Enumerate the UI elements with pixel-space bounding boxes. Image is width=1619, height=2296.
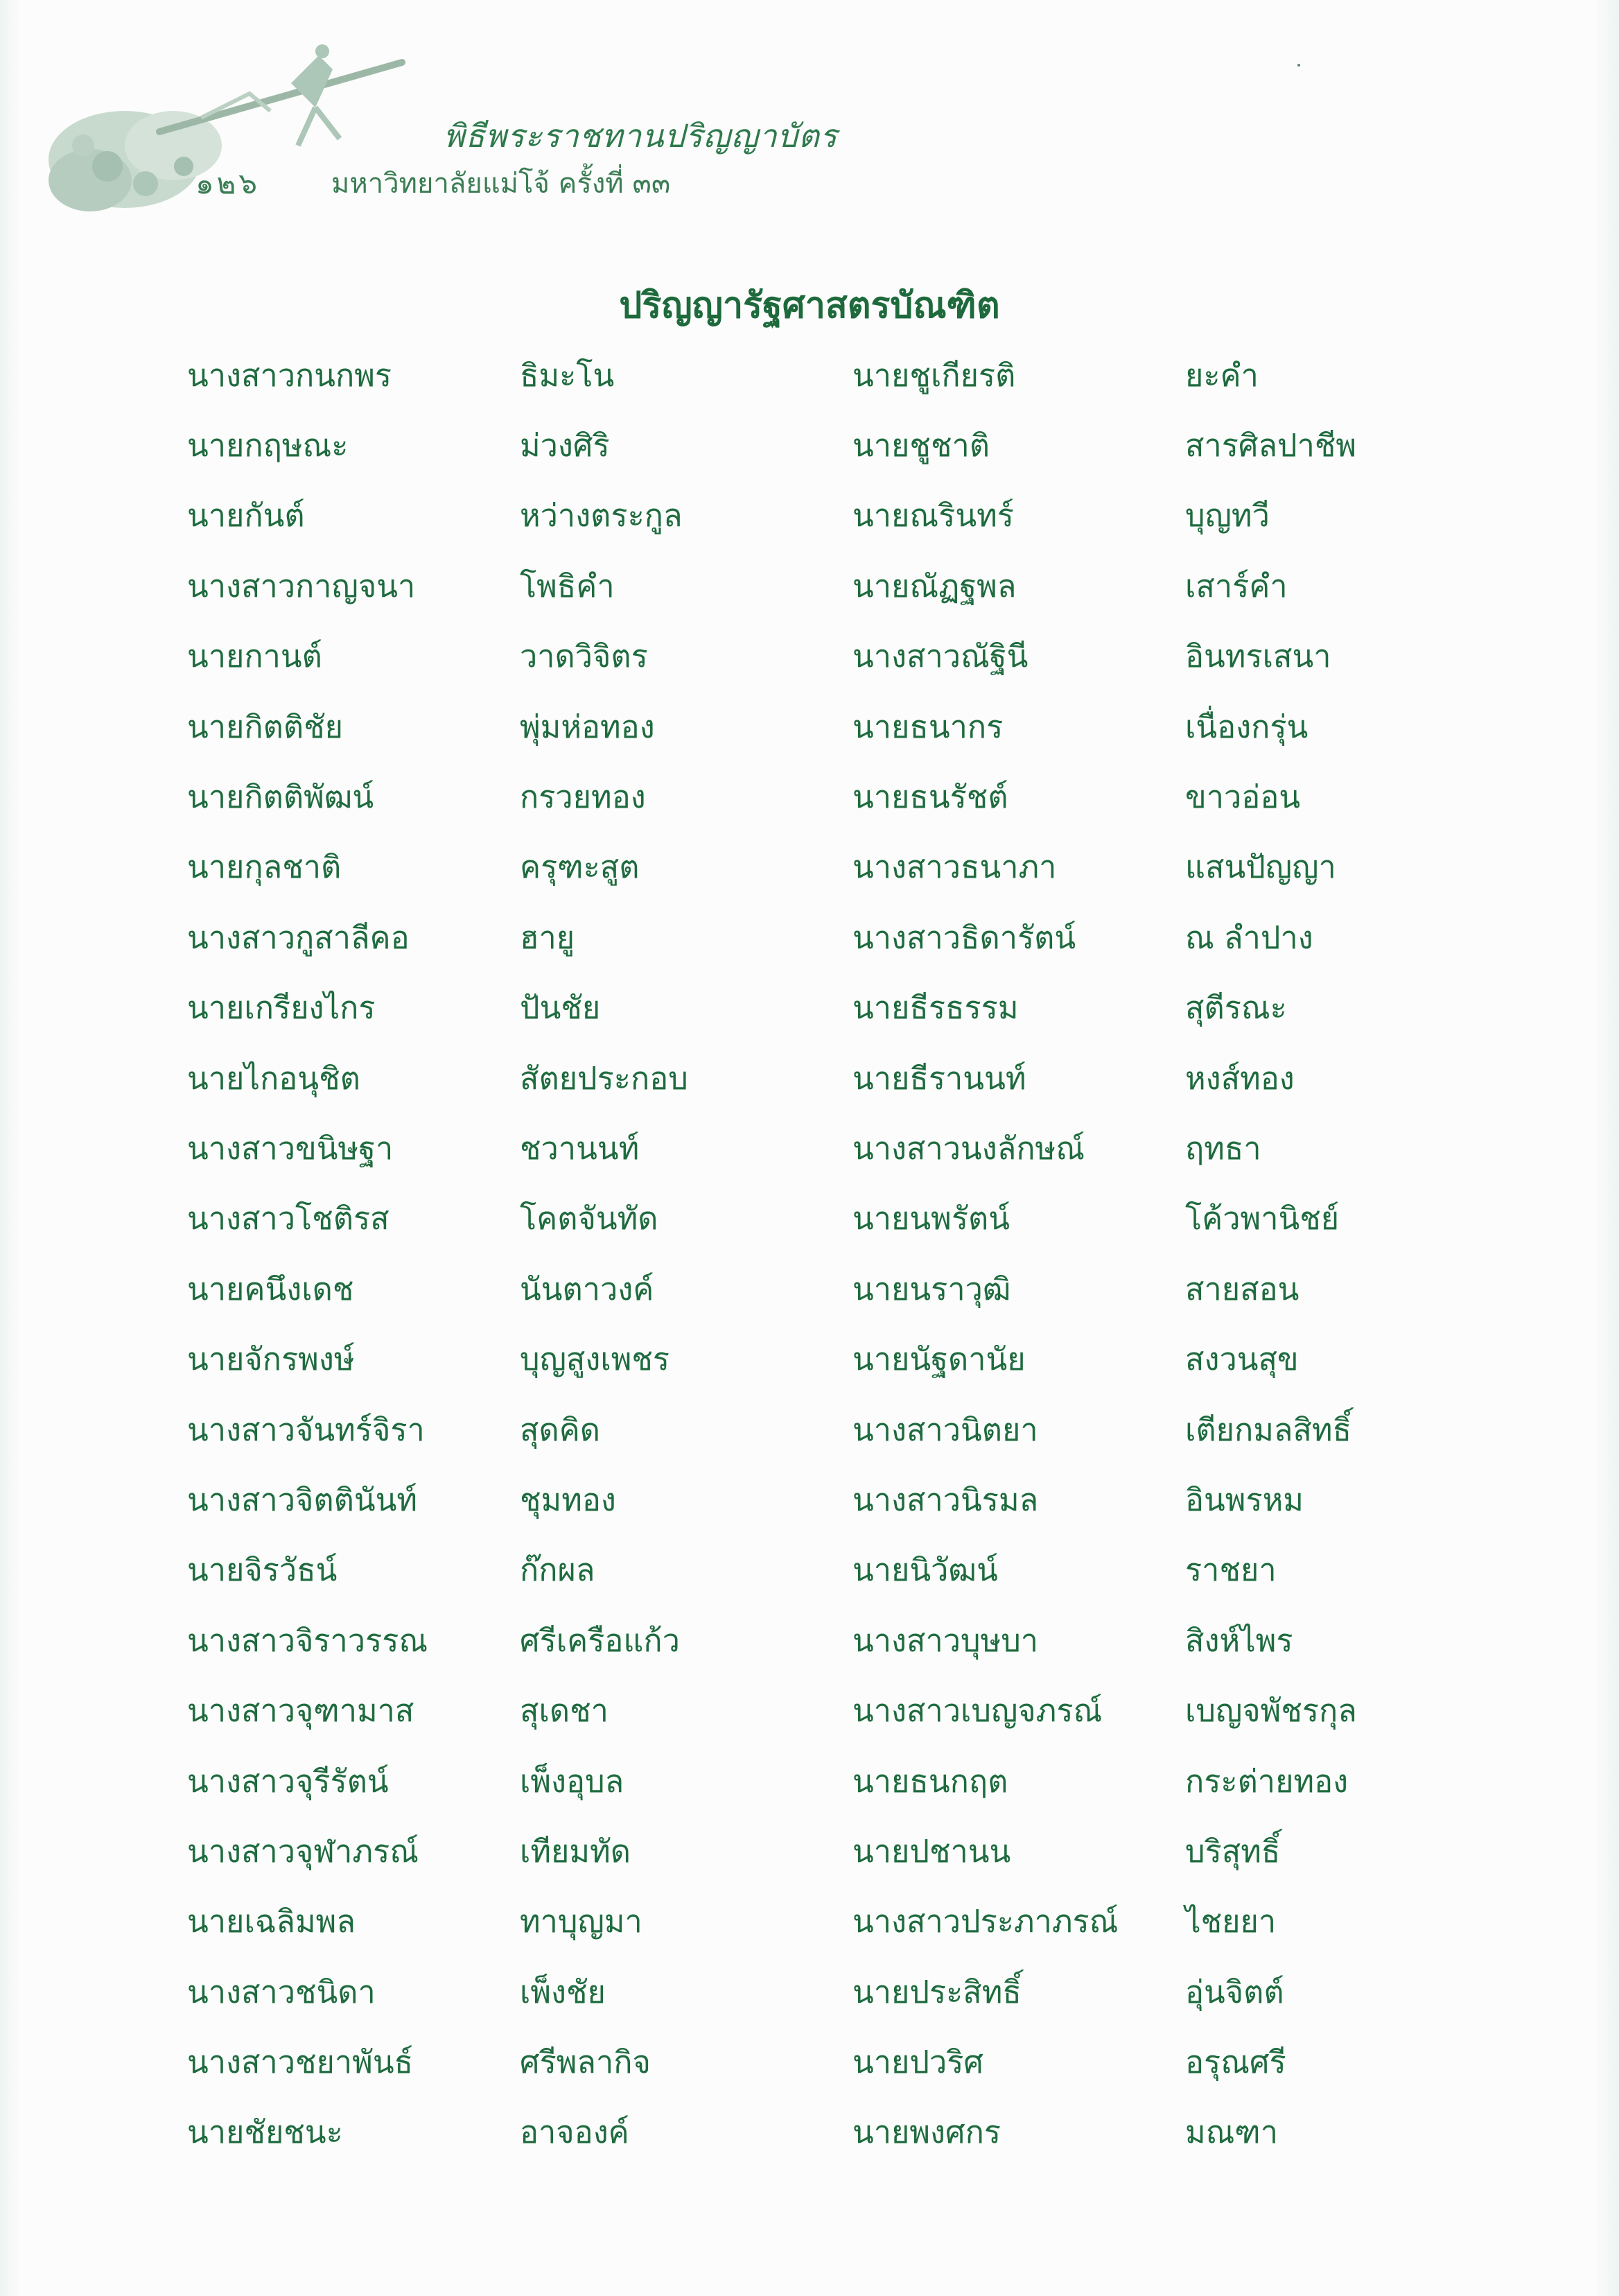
last-name-cell: เพ็งชัย bbox=[520, 1973, 606, 2010]
first-name-cell: นายกันต์ bbox=[187, 497, 305, 534]
name-row bbox=[187, 1605, 1490, 1675]
first-name-cell: นายกุลชาติ bbox=[187, 849, 342, 886]
name-row bbox=[187, 761, 1490, 831]
first-name-cell: นายเกรียงไกร bbox=[187, 989, 376, 1027]
last-name-cell: โคตจันทัด bbox=[520, 1200, 658, 1237]
first-name-cell: นายกฤษณะ bbox=[187, 427, 349, 464]
name-row bbox=[187, 832, 1490, 902]
first-name-cell: นายธนรัชต์ bbox=[852, 779, 1008, 816]
last-name-cell: มณฑา bbox=[1185, 2114, 1279, 2151]
name-row bbox=[187, 1323, 1490, 1393]
last-name-cell: แสนปัญญา bbox=[1185, 849, 1336, 886]
first-name-cell: นายนราวุฒิ bbox=[852, 1270, 1011, 1307]
first-name-cell: นายเฉลิมพล bbox=[187, 1903, 356, 1940]
last-name-cell: เทียมทัด bbox=[520, 1832, 631, 1870]
name-row bbox=[187, 902, 1490, 972]
name-row bbox=[187, 1886, 1490, 1956]
first-name-cell: นางสาวประภาภรณ์ bbox=[852, 1903, 1119, 1940]
name-row bbox=[187, 2026, 1490, 2096]
first-name-cell: นายนพรัตน์ bbox=[852, 1200, 1010, 1237]
first-name-cell: นายจักรพงษ์ bbox=[187, 1341, 355, 1378]
last-name-cell: สิงห์ไพร bbox=[1185, 1621, 1293, 1659]
last-name-cell: สารศิลปาชีพ bbox=[1185, 427, 1357, 464]
name-row bbox=[187, 1746, 1490, 1816]
last-name-cell: อุ่นจิตต์ bbox=[1185, 1973, 1284, 2010]
name-row bbox=[187, 550, 1490, 620]
name-row bbox=[187, 1253, 1490, 1323]
last-name-cell: ปันชัย bbox=[520, 989, 601, 1027]
last-name-cell: กรวยทอง bbox=[520, 779, 646, 816]
last-name-cell: เพ็งอุบล bbox=[520, 1762, 624, 1800]
first-name-cell: นายไกอนุชิต bbox=[187, 1059, 360, 1097]
last-name-cell: สุดคิด bbox=[520, 1411, 601, 1448]
last-name-cell: ขาวอ่อน bbox=[1185, 779, 1301, 816]
name-row bbox=[187, 1464, 1490, 1534]
name-row bbox=[187, 1043, 1490, 1113]
first-name-cell: นายนัฐดานัย bbox=[852, 1341, 1026, 1378]
last-name-cell: อาจองค์ bbox=[520, 2114, 629, 2151]
last-name-cell: หงส์ทอง bbox=[1185, 1059, 1295, 1097]
first-name-cell: นางสาวณัฐินี bbox=[852, 638, 1029, 675]
last-name-cell: ไชยยา bbox=[1185, 1903, 1277, 1940]
name-row bbox=[187, 410, 1490, 480]
last-name-cell: กระต่ายทอง bbox=[1185, 1762, 1349, 1800]
last-name-cell: เตียกมลสิทธิ์ bbox=[1185, 1411, 1352, 1448]
first-name-cell: นายประสิทธิ์ bbox=[852, 1973, 1022, 2010]
last-name-cell: โค้วพานิชย์ bbox=[1185, 1200, 1340, 1237]
first-name-cell: นายปวริศ bbox=[852, 2044, 983, 2081]
first-name-cell: นายจิรวัธน์ bbox=[187, 1551, 338, 1589]
first-name-cell: นางสาวชนิดา bbox=[187, 1973, 376, 2010]
name-row bbox=[187, 691, 1490, 761]
last-name-cell: บุญสูงเพชร bbox=[520, 1341, 670, 1378]
last-name-cell: ยะคำ bbox=[1185, 356, 1259, 394]
name-row bbox=[187, 480, 1490, 550]
last-name-cell: สุเดชา bbox=[520, 1692, 609, 1730]
first-name-cell: นายณรินทร์ bbox=[852, 497, 1014, 534]
first-name-cell: นางสาวนิรมล bbox=[852, 1481, 1039, 1518]
degree-title: ปริญญารัฐศาสตรบัณฑิต bbox=[619, 285, 1000, 327]
scan-speck bbox=[1297, 64, 1300, 67]
name-row bbox=[187, 1816, 1490, 1886]
name-row bbox=[187, 973, 1490, 1043]
last-name-cell: สุตีรณะ bbox=[1185, 989, 1287, 1027]
last-name-cell: ศรีเครือแก้ว bbox=[520, 1621, 680, 1659]
last-name-cell: ณ ลำปาง bbox=[1185, 919, 1313, 956]
last-name-cell: บุญทวี bbox=[1185, 497, 1270, 534]
first-name-cell: นายปชานน bbox=[852, 1832, 1011, 1870]
last-name-cell: สงวนสุข bbox=[1185, 1341, 1299, 1378]
first-name-cell: นางสาวจิราวรรณ bbox=[187, 1621, 428, 1659]
first-name-cell: นายธีรธรรม bbox=[852, 989, 1019, 1027]
first-name-cell: นายคนึงเดช bbox=[187, 1270, 354, 1307]
last-name-cell: หว่างตระกูล bbox=[520, 497, 683, 534]
last-name-cell: ฤทธา bbox=[1185, 1129, 1261, 1167]
last-name-cell: บริสุทธิ์ bbox=[1185, 1832, 1281, 1870]
last-name-cell: สายสอน bbox=[1185, 1270, 1299, 1307]
first-name-cell: นางสาวเบญจภรณ์ bbox=[852, 1692, 1103, 1730]
first-name-cell: นายณัฏฐพล bbox=[852, 567, 1017, 605]
last-name-cell: เนื่องกรุ่น bbox=[1185, 708, 1309, 745]
last-name-cell: เบญจพัชรกุล bbox=[1185, 1692, 1357, 1730]
first-name-cell: นางสาวกาญจนา bbox=[187, 567, 416, 605]
last-name-cell: อินทรเสนา bbox=[1185, 638, 1331, 675]
last-name-cell: ชุมทอง bbox=[520, 1481, 616, 1518]
last-name-cell: อรุณศรี bbox=[1185, 2044, 1286, 2081]
name-row bbox=[187, 1956, 1490, 2026]
last-name-cell: พุ่มห่อทอง bbox=[520, 708, 655, 745]
name-row bbox=[187, 1183, 1490, 1253]
name-row bbox=[187, 1535, 1490, 1605]
first-name-cell: นางสาวบุษบา bbox=[852, 1621, 1039, 1659]
last-name-cell: ทาบุญมา bbox=[520, 1903, 642, 1940]
first-name-cell: นายธีรานนท์ bbox=[852, 1059, 1026, 1097]
name-row bbox=[187, 1394, 1490, 1464]
last-name-cell: ครุฑะสูต bbox=[520, 849, 640, 886]
first-name-cell: นางสาวธนาภา bbox=[852, 849, 1057, 886]
first-name-cell: นางสาวกูสาลีคอ bbox=[187, 919, 410, 956]
first-name-cell: นายกิตติชัย bbox=[187, 708, 343, 745]
last-name-cell: ราชยา bbox=[1185, 1551, 1277, 1589]
first-name-cell: นายชูเกียรติ bbox=[852, 356, 1016, 394]
first-name-cell: นายธนกฤต bbox=[852, 1762, 1008, 1800]
graduate-name-list bbox=[187, 340, 1490, 2167]
university-subtitle: มหาวิทยาลัยแม่โจ้ ครั้งที่ ๓๓ bbox=[331, 168, 671, 200]
first-name-cell: นายชูชาติ bbox=[852, 427, 990, 464]
first-name-cell: นายกานต์ bbox=[187, 638, 322, 675]
first-name-cell: นางสาวจุฬาภรณ์ bbox=[187, 1832, 419, 1870]
first-name-cell: นางสาวจิตตินันท์ bbox=[187, 1481, 418, 1518]
first-name-cell: นางสาวจุฑามาส bbox=[187, 1692, 414, 1730]
first-name-cell: นายกิตติพัฒน์ bbox=[187, 779, 374, 816]
first-name-cell: นางสาวจันทร์จิรา bbox=[187, 1411, 425, 1448]
first-name-cell: นายชัยชนะ bbox=[187, 2114, 343, 2151]
name-row bbox=[187, 1113, 1490, 1183]
name-row bbox=[187, 1675, 1490, 1745]
first-name-cell: นางสาวจุรีรัตน์ bbox=[187, 1762, 389, 1800]
last-name-cell: ฮายู bbox=[520, 919, 575, 956]
last-name-cell: ม่วงศิริ bbox=[520, 427, 610, 464]
first-name-cell: นางสาวนิตยา bbox=[852, 1411, 1038, 1448]
first-name-cell: นางสาวกนกพร bbox=[187, 356, 392, 394]
first-name-cell: นายพงศกร bbox=[852, 2114, 1001, 2151]
last-name-cell: โพธิคำ bbox=[520, 567, 615, 605]
name-row bbox=[187, 621, 1490, 691]
ceremony-title: พิธีพระราชทานปริญญาบัตร bbox=[444, 117, 838, 155]
name-row bbox=[187, 2097, 1490, 2167]
first-name-cell: นางสาวธิดารัตน์ bbox=[852, 919, 1076, 956]
first-name-cell: นางสาวขนิษฐา bbox=[187, 1129, 394, 1167]
first-name-cell: นางสาวชยาพันธ์ bbox=[187, 2044, 414, 2081]
last-name-cell: เสาร์คำ bbox=[1185, 567, 1288, 605]
last-name-cell: ก๊กผล bbox=[520, 1551, 595, 1589]
page-number: ๑๒๖ bbox=[195, 166, 261, 200]
last-name-cell: สัตยประกอบ bbox=[520, 1059, 688, 1097]
first-name-cell: นางสาวโชติรส bbox=[187, 1200, 390, 1237]
last-name-cell: ศรีพลากิจ bbox=[520, 2044, 651, 2081]
last-name-cell: ธิมะโน bbox=[520, 356, 615, 394]
first-name-cell: นายธนากร bbox=[852, 708, 1004, 745]
last-name-cell: วาดวิจิตร bbox=[520, 638, 648, 675]
last-name-cell: อินพรหม bbox=[1185, 1481, 1304, 1518]
last-name-cell: นันตาวงค์ bbox=[520, 1270, 654, 1307]
last-name-cell: ชวานนท์ bbox=[520, 1129, 640, 1167]
first-name-cell: นางสาวนงลักษณ์ bbox=[852, 1129, 1085, 1167]
first-name-cell: นายนิวัฒน์ bbox=[852, 1551, 998, 1589]
name-row bbox=[187, 340, 1490, 410]
